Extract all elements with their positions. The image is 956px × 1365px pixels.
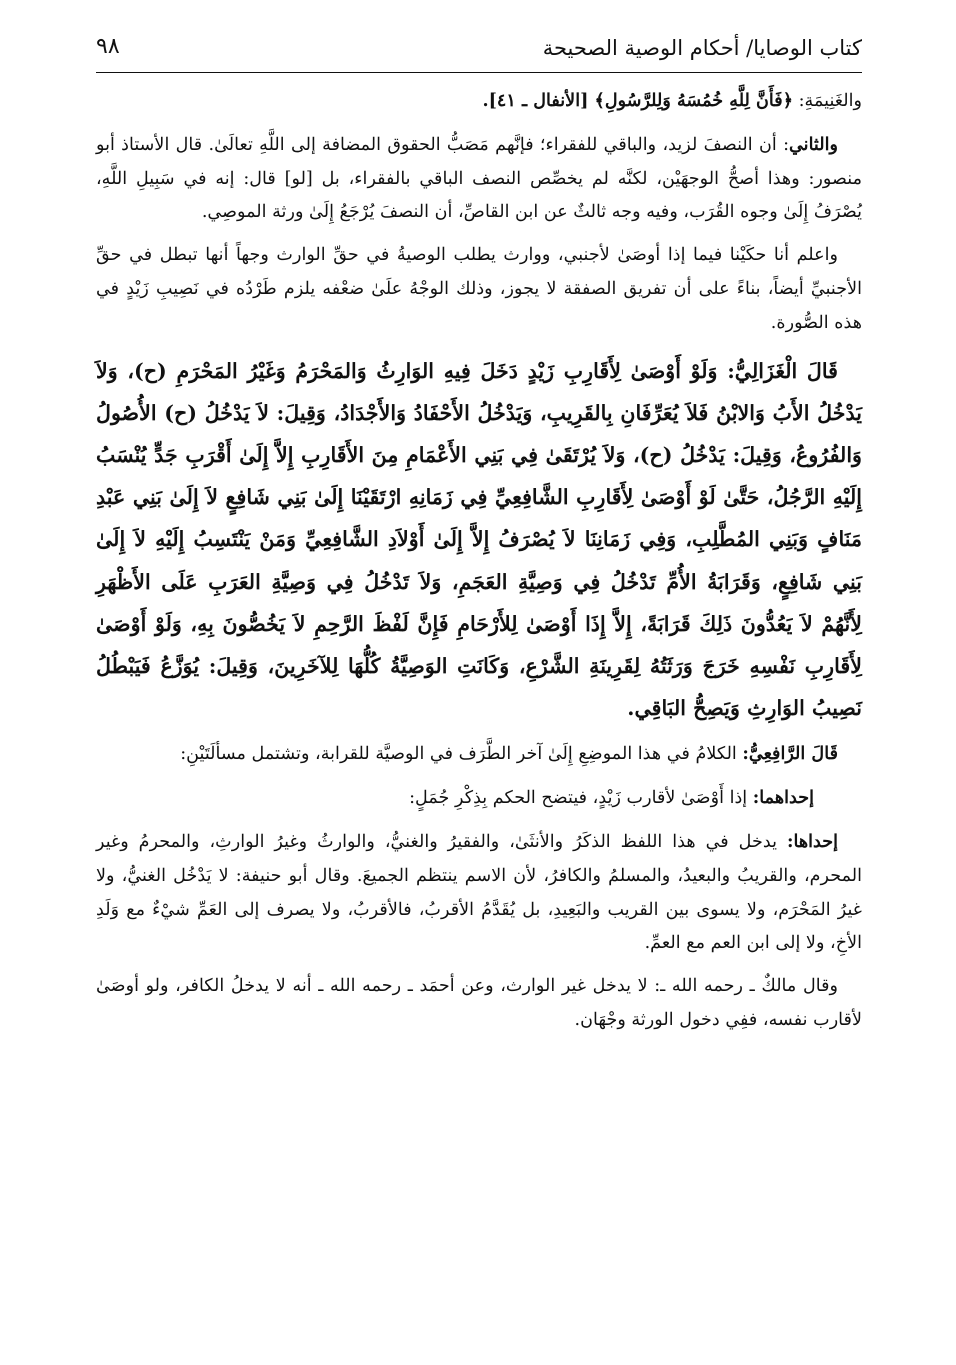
matn-lead: قَالَ الْغَزَالِيُّ: xyxy=(727,358,838,383)
matn-text: وَلَوْ أَوْصَىٰ لِأَقَارِبِ زَيْدٍ دَخَلَ فِيهِ الوَارِثُ وَالمَحْرَمُ وَغَيْرُ المَحْرَمِ (ح)، وَلاَ يَدْخُلُ الأَبُ وَالابْنُ فَلاَ يُعَرِّفَانِ بِالقَرِيبِ، وَيَدْخُلُ الأَحْفَادُ وَالأَجْدَادُ، وَقِيلَ: لاَ يَدْخُلُ (ح) الأُصُولُ وَالفُرُوعُ، وَقِيلَ: يَدْخُلُ (ح)، وَلاَ يُرْتَقَىٰ فِي بَنِي الأَعْمَامِ مِنَ الأَقَارِبِ إِلاَّ إِلَىٰ أَقْرَبِ جَدٍّ يُنْسَبُ إِلَيْهِ الرَّجُلُ، حَتَّىٰ لَوْ أَوْصَىٰ لِأَقَارِبِ الشَّافِعِيِّ فِي زَمَانِهِ ارْتَقَيْنَا إِلَىٰ بَنِي شَافِعٍ لاَ إِلَىٰ بَنِي عَبْدِ مَنَافٍ وَبَنِي المُطَّلِبِ، وَفِي زَمَانِنَا لاَ يُصْرَفُ إِلاَّ إِلَىٰ أَوْلاَدِ الشَّافِعِيِّ وَمَنْ يَنْتَسِبُ إِلَيْهِ لاَ إِلَىٰ بَنِي شَافِعٍ، وَقَرَابَةُ الأُمِّ تَدْخُلُ فِي وَصِيَّةِ العَجَمِ، وَلاَ تَدْخُلُ فِي وَصِيَّةِ العَرَبِ عَلَى الأَظْهَرِ لِأَنَّهُمْ لاَ يَعُدُّونَ ذَلِكَ قَرَابَةً، إِلاَّ إِذَا أَوْصَىٰ لِلأَرْحَامِ فَإِنَّ لَفْظَ الرَّحِمِ لاَ يَخُصُّونَ بِهِ، وَلَوْ أَوْصَىٰ لِأَقَارِبِ نَفْسِهِ خَرَجَ وَرَثَتُهُ لِقَرِينَةِ الشَّرْعِ، وَكَانَتِ الوَصِيَّةُ كُلُّهَا لِلآخَرِينَ، وَقِيلَ: يُوَزَّعُ فَيَبْطُلُ نَصِيبُ الوَارِثِ وَيَصِحُّ البَاقِي. xyxy=(96,358,862,721)
paragraph-text: يدخل في هذا اللفظ الذكَرُ والأنثَىٰ، والفقيرُ والغنيُّ، والوارثُ وغيرُ الوارثِ، والمحرمُ وغير المحرم، والقريبُ والبعيدُ، والمسلمُ والكافرُ، لأن الاسم ينتظم الجميعَ. وقال أبو حنيفة: لا يَدْخُل الغنيُّ، ولا غيرُ المَحْرَم، ولا يسوى بين القريب والبَعِيدِ، بل يُقَدَّمُ الأقربُ، فالأقربُ، ولا يصرف إلى العَمِّ شيْءٌ مع وَلَدِ الأخِ، ولا إلى ابن العم مع العمِّ. xyxy=(96,832,862,954)
paragraph-text: إذا أَوْصَىٰ لأقارب زَيْدٍ، فيتضح الحكم بِذِكْرِ جُمَلٍ: xyxy=(409,788,753,809)
paragraph-lead: إحداها: xyxy=(786,831,838,852)
verse-reference: [الأنفال ـ ٤١]. xyxy=(482,90,595,111)
paragraph-lead: والغَنِيمَةِ: xyxy=(793,91,862,111)
paragraph-issue-one xyxy=(96,781,862,816)
page-body xyxy=(96,84,862,1047)
page-header xyxy=(96,28,862,73)
paragraph-text: الكلامُ في هذا الموضِعِ إِلَىٰ آخر الطَّرَف في الوصيَّة للقرابة، وتشتمل مسألَتَيْنِ: xyxy=(180,744,743,765)
paragraph-rafii xyxy=(96,737,862,772)
running-title: كتاب الوصايا/ أحكام الوصية الصحيحة xyxy=(542,36,862,60)
paragraph-3: واعلم أنا حكَيْنا فيما إذا أوصَىٰ لأجنبي، ووارث يطلب الوصيةُ في حقِّ الوارث وجهاً أنها تبطل في حقِّ الأجنبيِّ أيضاً، بناءً على أن تفريق الصفقة لا يجوز، وذلك الوجْهُ علَىٰ ضعْفه يلزم طَرْدُه في نَصِيبِ زَيْدٍ في هذه الصُّورة. xyxy=(96,245,862,333)
paragraph-2 xyxy=(96,128,862,230)
matn-ghazali xyxy=(96,350,862,730)
paragraph-lead: إحداهما: xyxy=(752,787,814,809)
page-number: ٩٨ xyxy=(96,34,120,59)
paragraph-text: : أن النصفَ لزيد، والباقي للفقراء؛ فإنَّهم مَصَبُّ الحقوق المضافة إلى اللَّهِ تعالَىٰ. قال الأستاذ أبو منصور: وهذا أصحُّ الوجهَيْن، لكنَّه لم يخصِّص النصف الباقي بالفقراء، بل [لو] قال: إنه في سَبِيلِ اللَّهِ، يُصْرَفُ إِلَىٰ وجوه القُرَب، وفيه وجه ثالثٌ عن ابن القاصِّ، أن النصفَ يُرْجَعُ إِلَىٰ ورثة الموصِي. xyxy=(96,134,862,223)
quran-verse: ﴿فَأَنَّ لِلَّهِ خُمُسَهُ وَلِلرَّسُولِ﴾ xyxy=(594,90,794,111)
paragraph-point-one xyxy=(96,825,862,961)
paragraph-lead: والثاني xyxy=(789,133,838,155)
paragraph-1 xyxy=(96,84,862,119)
paragraph-malik: وقال مالكٌ ـ رحمه الله ـ: لا يدخل غير الوارث، وعن أحمَد ـ رحمه الله ـ أنه لا يدخلُ الكافر، ولو أوصَىٰ لأقارب نفسه، ففِي دخول الورثة وجْهَان. xyxy=(96,976,862,1030)
paragraph-lead: قَالَ الرَّافِعِيُّ: xyxy=(742,743,838,765)
